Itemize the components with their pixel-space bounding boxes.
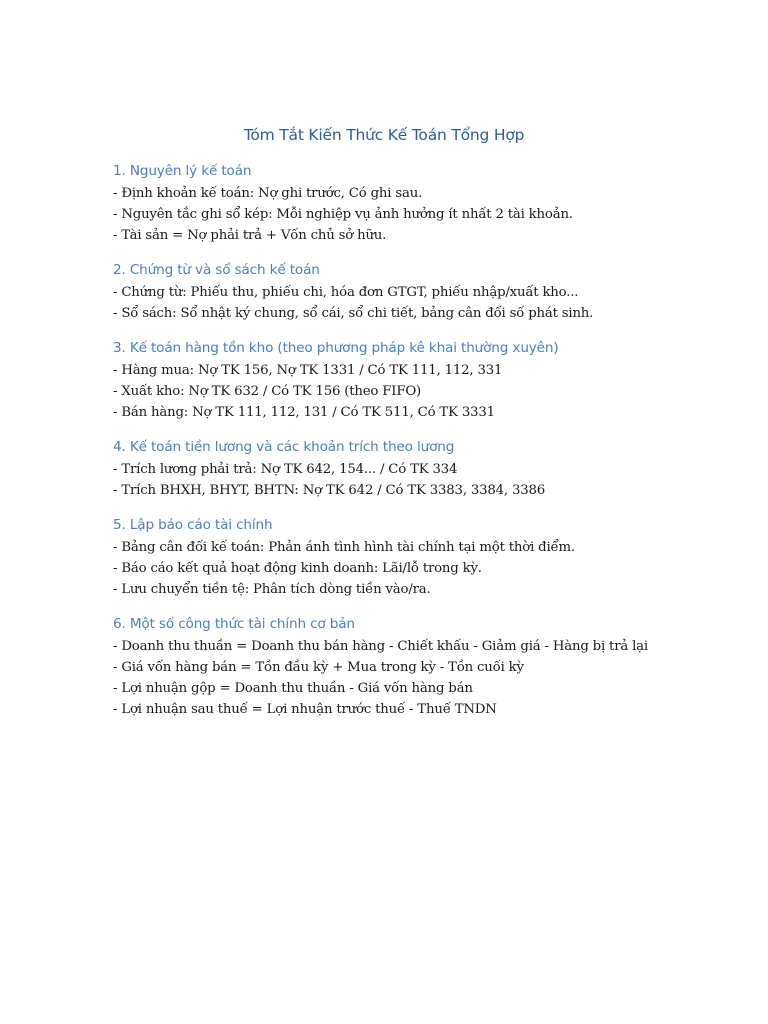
section-heading: 6. Một số công thức tài chính cơ bản: [113, 616, 355, 632]
section-heading: 5. Lập báo cáo tài chính: [113, 517, 273, 533]
section-inventory-accounting: [113, 337, 733, 423]
text-line: - Chứng từ: Phiếu thu, phiếu chi, hóa đơn GTGT, phiếu nhập/xuất kho...: [113, 285, 579, 300]
document-body: [113, 160, 733, 733]
text-line: - Báo cáo kết quả hoạt động kinh doanh: Lãi/lỗ trong kỳ.: [113, 561, 482, 576]
text-line: - Sổ sách: Sổ nhật ký chung, sổ cái, sổ chi tiết, bảng cân đối số phát sinh.: [113, 306, 594, 321]
section-vouchers-and-books: [113, 259, 733, 324]
text-line: - Doanh thu thuần = Doanh thu bán hàng - Chiết khấu - Giảm giá - Hàng bị trả lại: [113, 639, 648, 654]
section-payroll-accounting: [113, 436, 733, 501]
page-title: Tóm Tắt Kiến Thức Kế Toán Tổng Hợp: [243, 126, 525, 144]
text-line: - Lợi nhuận gộp = Doanh thu thuần - Giá vốn hàng bán: [113, 681, 473, 696]
section-heading: 3. Kế toán hàng tồn kho (theo phương pháp kê khai thường xuyên): [113, 340, 559, 356]
section-heading: 4. Kế toán tiền lương và các khoản trích theo lương: [113, 439, 455, 455]
text-line: - Trích BHXH, BHYT, BHTN: Nợ TK 642 / Có TK 3383, 3384, 3386: [113, 483, 546, 498]
text-line: - Xuất kho: Nợ TK 632 / Có TK 156 (theo FIFO): [113, 384, 422, 399]
section-financial-formulas: [113, 613, 733, 720]
text-line: - Tài sản = Nợ phải trả + Vốn chủ sở hữu.: [113, 228, 387, 243]
text-line: - Định khoản kế toán: Nợ ghi trước, Có ghi sau.: [113, 186, 423, 201]
section-financial-statements: [113, 514, 733, 600]
text-line: - Lợi nhuận sau thuế = Lợi nhuận trước thuế - Thuế TNDN: [113, 702, 497, 717]
section-heading: 2. Chứng từ và sổ sách kế toán: [113, 262, 320, 278]
text-line: - Nguyên tắc ghi sổ kép: Mỗi nghiệp vụ ảnh hưởng ít nhất 2 tài khoản.: [113, 207, 573, 222]
text-line: - Hàng mua: Nợ TK 156, Nợ TK 1331 / Có TK 111, 112, 331: [113, 363, 503, 378]
text-line: - Lưu chuyển tiền tệ: Phân tích dòng tiền vào/ra.: [113, 582, 431, 597]
text-line: - Trích lương phải trả: Nợ TK 642, 154... / Có TK 334: [113, 462, 458, 477]
text-line: - Bảng cân đối kế toán: Phản ánh tình hình tài chính tại một thời điểm.: [113, 540, 575, 555]
section-heading: 1. Nguyên lý kế toán: [113, 163, 252, 179]
text-line: - Bán hàng: Nợ TK 111, 112, 131 / Có TK 511, Có TK 3331: [113, 405, 495, 420]
text-line: - Giá vốn hàng bán = Tồn đầu kỳ + Mua trong kỳ - Tồn cuối kỳ: [113, 660, 524, 675]
section-accounting-principles: [113, 160, 733, 246]
